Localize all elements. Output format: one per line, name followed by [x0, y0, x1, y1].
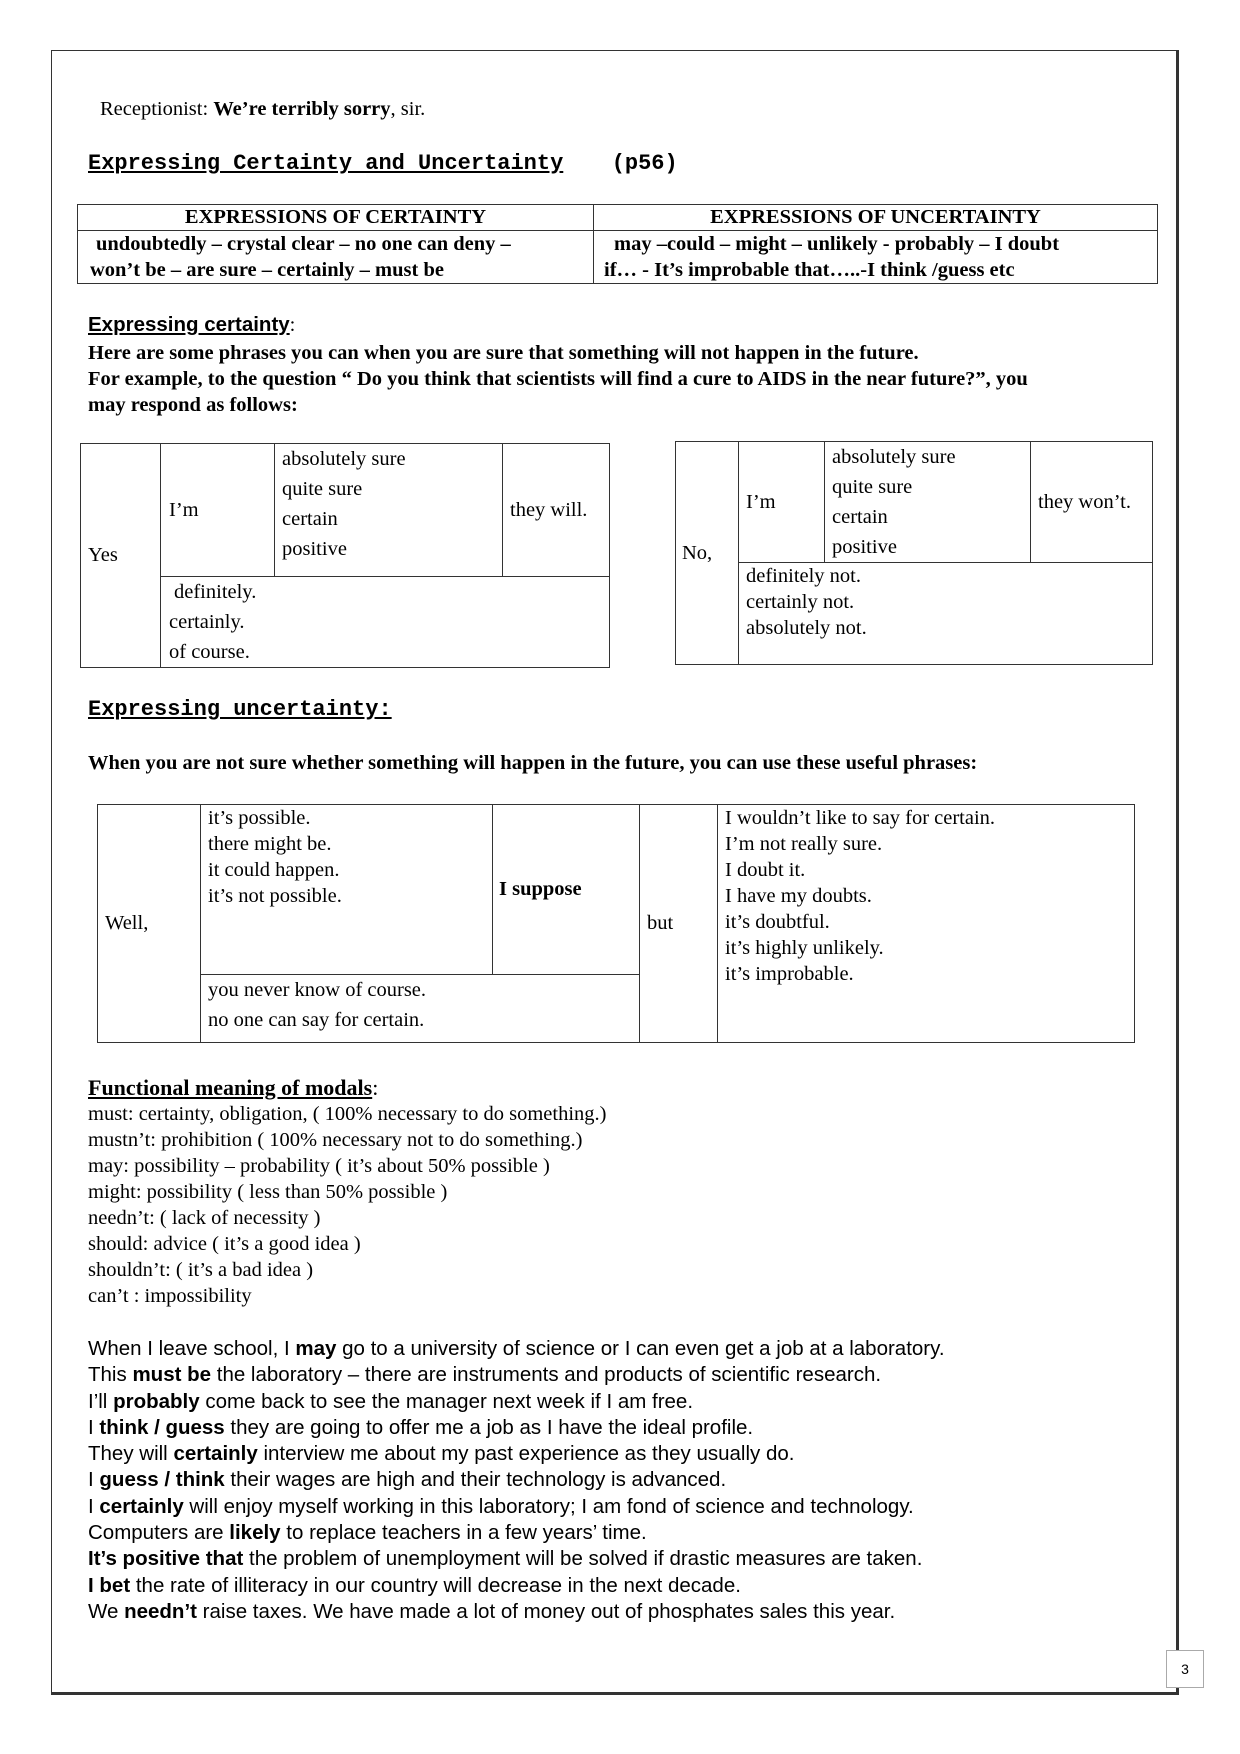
modal-line: might: possibility ( less than 50% possible )	[88, 1181, 448, 1203]
doubt: I doubt it.	[725, 859, 806, 881]
certainty-header: EXPRESSIONS OF CERTAINTY	[78, 205, 594, 231]
but-cell: but	[640, 805, 718, 1043]
example-sentence	[88, 1546, 945, 1572]
modals-heading: Functional meaning of modals	[88, 1075, 373, 1100]
sentence-text: I	[88, 1468, 100, 1492]
sentence-keyword: I bet	[88, 1573, 131, 1597]
modal-line: should: advice ( it’s a good idea )	[88, 1233, 361, 1255]
certainty-heading-line	[88, 313, 295, 337]
heading-page-ref: (p56)	[611, 151, 678, 176]
sentence-text: their wages are high and their technology is advanced.	[224, 1468, 727, 1492]
sentence-text: the problem of unemployment will be solved if drastic measures are taken.	[243, 1547, 923, 1571]
never-know-line: no one can say for certain.	[208, 1009, 425, 1031]
certainty-line-1: undoubtedly – crystal clear – no one can deny –	[96, 233, 511, 255]
sentence-text: the laboratory – there are instruments and products of scientific research.	[211, 1363, 882, 1387]
never-know-line: you never know of course.	[208, 979, 427, 1001]
sentence-text: interview me about my past experience as they usually do.	[257, 1442, 795, 1466]
sentence-text: raise taxes. We have made a lot of money out of phosphates sales this year.	[196, 1599, 896, 1623]
modals-list	[88, 1101, 606, 1309]
yes-adjective: quite sure	[282, 478, 363, 500]
modals-heading-colon: :	[372, 1075, 379, 1100]
certainty-line-2: won’t be – are sure – certainly – must be	[90, 259, 444, 281]
sentence-keyword: must be	[132, 1363, 212, 1387]
sentence-text: come back to see the manager next week if I am free.	[199, 1389, 694, 1413]
modals-heading-line	[88, 1075, 378, 1101]
modal-line: mustn’t: prohibition ( 100% necessary not to do something.)	[88, 1129, 583, 1151]
certainty-intro-1: Here are some phrases you can when you are sure that something will not happen in the future.	[88, 342, 919, 364]
sentence-text: This	[88, 1363, 133, 1387]
modal-line: can’t : impossibility	[88, 1285, 252, 1307]
no-adverbs-cell	[739, 563, 1153, 665]
sentence-keyword: needn’t	[124, 1599, 197, 1623]
certainty-intro-3: may respond as follows:	[88, 394, 298, 416]
no-table	[675, 441, 1153, 665]
example-sentence	[88, 1467, 945, 1493]
example-sentence	[88, 1389, 945, 1415]
certainty-heading: Expressing certainty	[88, 313, 290, 336]
sentence-text: I	[88, 1415, 100, 1439]
no-adjectives-cell	[825, 442, 1031, 563]
example-sentence	[88, 1415, 945, 1441]
sentence-text: Computers are	[88, 1521, 230, 1545]
doubt: I’m not really sure.	[725, 833, 883, 855]
doubt: I wouldn’t like to say for certain.	[725, 807, 996, 829]
certainty-heading-colon: :	[289, 314, 296, 336]
page-number: 3	[1166, 1650, 1204, 1688]
sentence-text: the rate of illiteracy in our country will decrease in the next decade.	[130, 1573, 741, 1597]
example-sentence	[88, 1573, 945, 1599]
yes-adverb: certainly.	[169, 611, 245, 633]
yes-cell: Yes	[81, 444, 161, 668]
no-adjective: absolutely sure	[832, 446, 956, 468]
example-sentence	[88, 1494, 945, 1520]
uncertainty-expressions	[594, 231, 1158, 284]
no-im-cell: I’m	[739, 442, 825, 563]
modal-line: may: possibility – probability ( it’s about 50% possible )	[88, 1155, 550, 1177]
they-wont-cell: they won’t.	[1031, 442, 1153, 563]
uncertainty-intro: When you are not sure whether something will happen in the future, you can use these useful phrases:	[88, 752, 978, 774]
no-adverb: definitely not.	[746, 565, 862, 587]
example-sentence	[88, 1441, 945, 1467]
expressions-table	[77, 204, 1158, 284]
doubts-cell	[718, 805, 1135, 1043]
heading-title: Expressing Certainty and Uncertainty	[88, 151, 564, 176]
sentence-keyword: certainly	[99, 1494, 184, 1518]
yes-adverb: definitely.	[174, 581, 257, 603]
no-adjective: quite sure	[832, 476, 913, 498]
example-sentence	[88, 1599, 945, 1625]
modal-line: must: certainty, obligation, ( 100% necessary to do something.)	[88, 1103, 607, 1125]
possibility: it’s not possible.	[208, 885, 342, 907]
possibility: it could happen.	[208, 859, 340, 881]
sentence-keyword: probably	[113, 1389, 200, 1413]
receptionist-tail: , sir.	[390, 98, 426, 120]
uncertainty-heading: Expressing uncertainty:	[88, 697, 392, 722]
uncertainty-table	[97, 804, 1135, 1043]
example-sentence	[88, 1362, 945, 1388]
sentence-text: I	[88, 1494, 100, 1518]
sentence-text: We	[88, 1599, 125, 1623]
they-will-cell: they will.	[503, 444, 610, 577]
certainty-intro-2: For example, to the question “ Do you think that scientists will find a cure to AIDS in the near future?”, you	[88, 368, 1028, 390]
example-sentences	[88, 1336, 945, 1625]
sentence-text: will enjoy myself working in this laboratory; I am fond of science and technology.	[183, 1494, 914, 1518]
no-adverb: absolutely not.	[746, 617, 867, 639]
possibility: there might be.	[208, 833, 332, 855]
yes-table	[80, 443, 610, 668]
yes-adjective: positive	[282, 538, 347, 560]
uncertainty-header: EXPRESSIONS OF UNCERTAINTY	[594, 205, 1158, 231]
possibilities-cell	[201, 805, 493, 975]
no-adjective: positive	[832, 536, 897, 558]
no-adjective: certain	[832, 506, 888, 528]
uncertainty-line-1: may –could – might – unlikely - probably – I doubt	[614, 233, 1060, 255]
example-sentence	[88, 1336, 945, 1362]
no-adverb: certainly not.	[746, 591, 855, 613]
section-heading	[88, 151, 678, 176]
doubt: it’s improbable.	[725, 963, 854, 985]
certainty-expressions	[78, 231, 594, 284]
yes-adverb: of course.	[169, 641, 250, 663]
yes-im-cell: I’m	[161, 444, 275, 577]
well-cell: Well,	[98, 805, 201, 1043]
sentence-keyword: likely	[229, 1521, 281, 1545]
possibility: it’s possible.	[208, 807, 311, 829]
receptionist-speaker: Receptionist:	[100, 98, 214, 120]
sentence-text: When I leave school, I	[88, 1337, 296, 1360]
sentence-keyword: may	[295, 1337, 337, 1360]
suppose-cell: I suppose	[493, 805, 640, 975]
no-cell: No,	[676, 442, 739, 665]
sentence-text: go to a university of science or I can even get a job at a laboratory.	[336, 1337, 945, 1360]
yes-adjectives-cell	[275, 444, 503, 577]
example-sentence	[88, 1520, 945, 1546]
modal-line: shouldn’t: ( it’s a bad idea )	[88, 1259, 314, 1281]
yes-adverbs-cell	[161, 577, 610, 668]
sentence-text: to replace teachers in a few years’ time.	[280, 1521, 647, 1545]
yes-adjective: certain	[282, 508, 338, 530]
receptionist-apology: We’re terribly sorry	[213, 98, 391, 120]
sentence-text: I’ll	[88, 1389, 114, 1413]
doubt: it’s doubtful.	[725, 911, 830, 933]
sentence-keyword: guess / think	[99, 1468, 225, 1492]
sentence-text: They will	[88, 1442, 174, 1466]
sentence-keyword: certainly	[173, 1442, 258, 1466]
sentence-keyword: think / guess	[99, 1415, 225, 1439]
receptionist-line	[100, 98, 425, 121]
doubt: I have my doubts.	[725, 885, 872, 907]
sentence-keyword: It’s positive that	[88, 1547, 244, 1571]
certainty-intro	[88, 340, 1028, 418]
modal-line: needn’t: ( lack of necessity )	[88, 1207, 321, 1229]
uncertainty-line-2: if… - It’s improbable that…..-I think /guess etc	[604, 259, 1015, 281]
doubt: it’s highly unlikely.	[725, 937, 884, 959]
never-know-cell	[201, 975, 640, 1043]
yes-adjective: absolutely sure	[282, 448, 406, 470]
sentence-text: they are going to offer me a job as I have the ideal profile.	[224, 1415, 754, 1439]
